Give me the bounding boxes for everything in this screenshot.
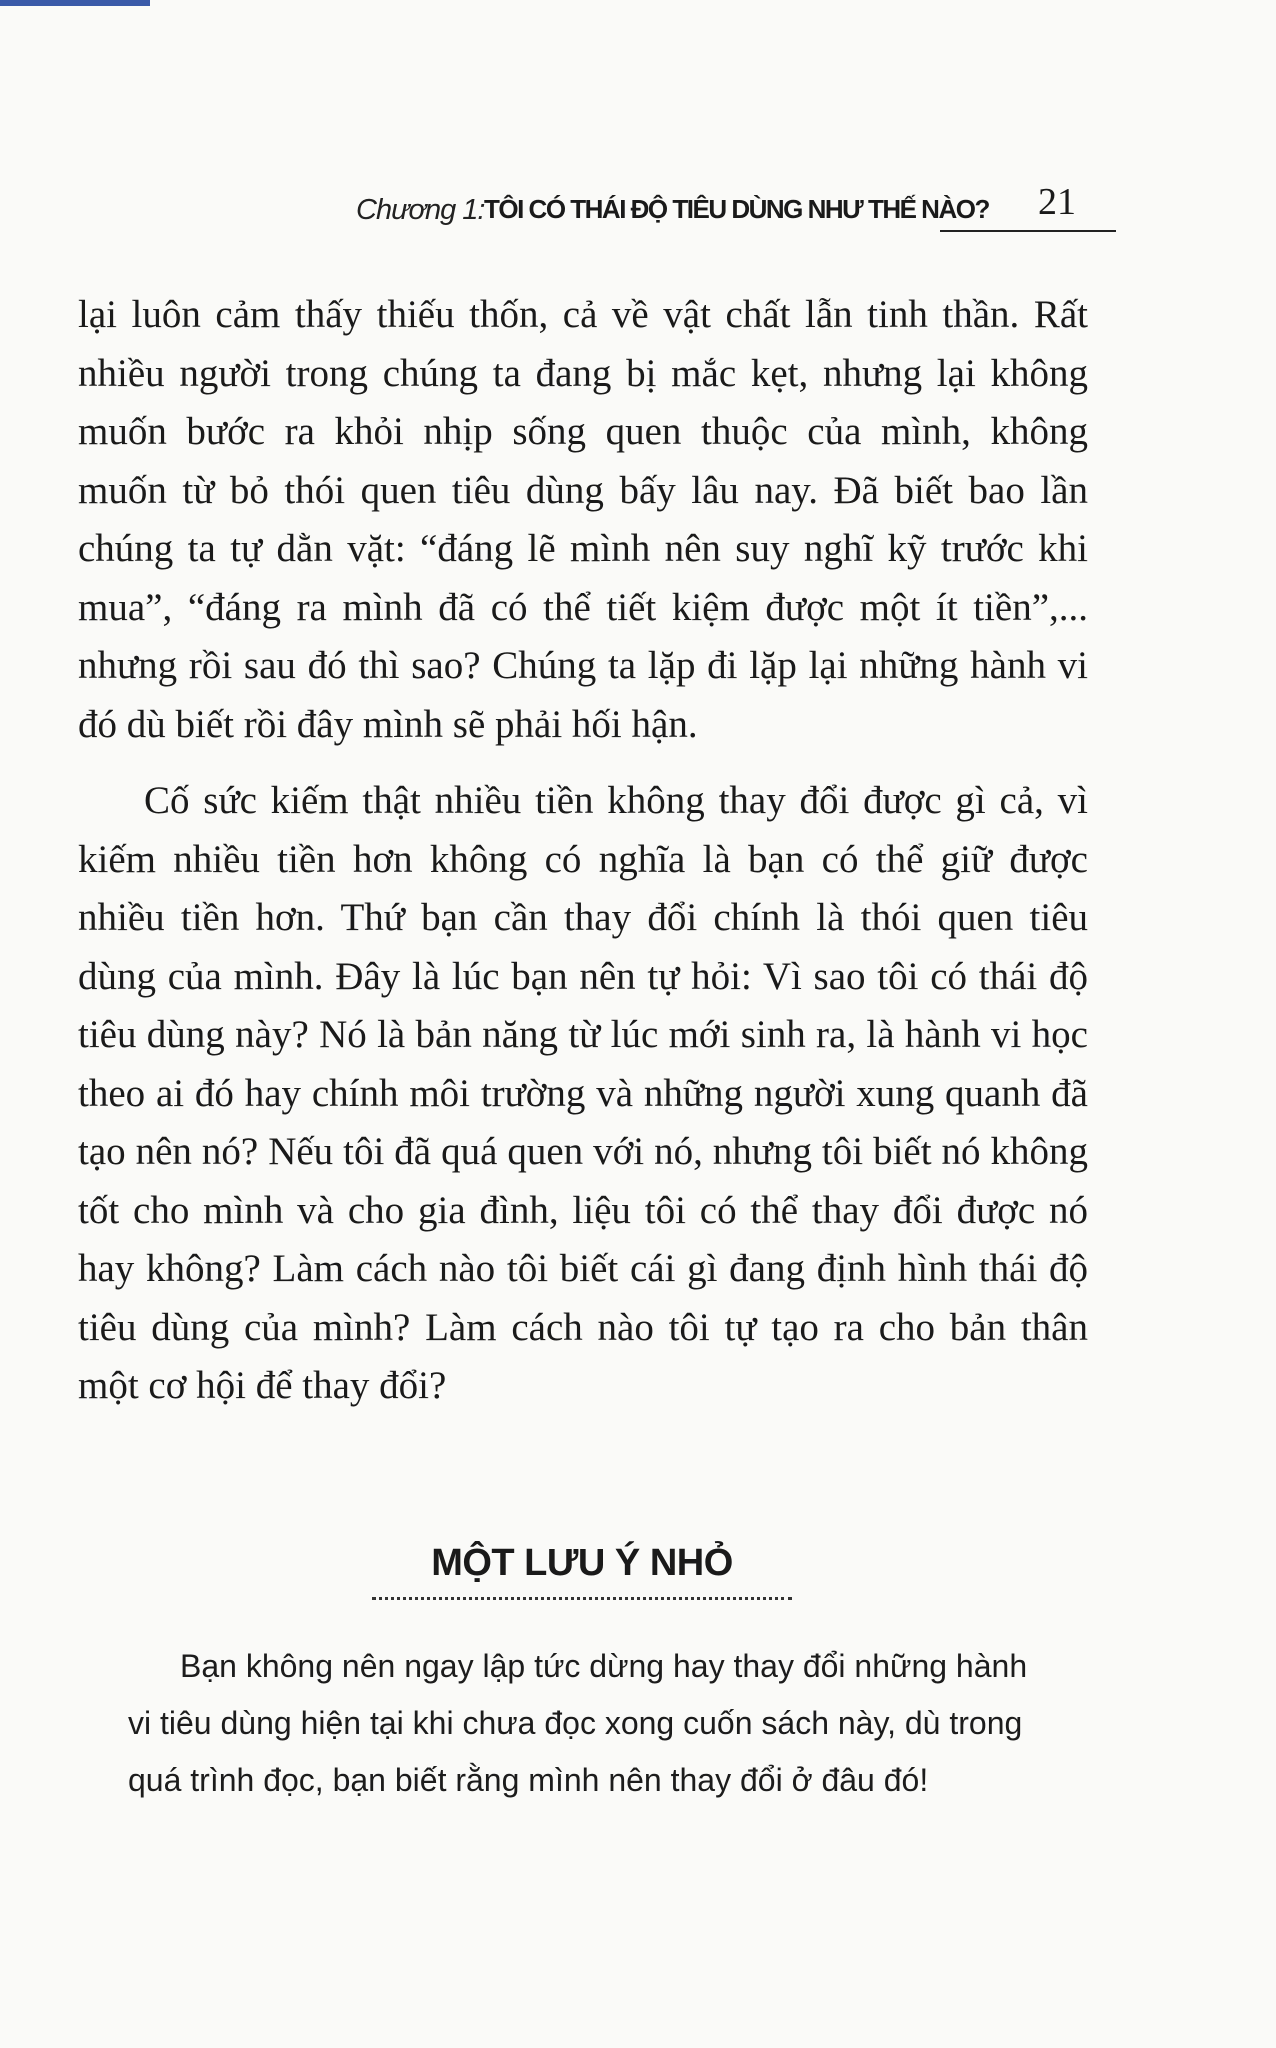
note-heading-block xyxy=(372,1542,792,1600)
page-number: 21 xyxy=(1038,181,1076,223)
note-text: Bạn không nên ngay lập tức dừng hay thay đổi những hành vi tiêu dùng hiện tại khi chưa đọc xong cuốn sách này, dù trong quá trình đọc, bạn biết rằng mình nên thay đổi ở đâu đó! xyxy=(128,1648,1028,1798)
note-dotted-rule xyxy=(372,1597,792,1600)
chapter-title: TÔI CÓ THÁI ĐỘ TIÊU DÙNG NHƯ THẾ NÀO? xyxy=(484,194,989,224)
body-text xyxy=(78,286,1088,1416)
paragraph-continued: lại luôn cảm thấy thiếu thốn, cả về vật chất lẫn tinh thần. Rất nhiều người trong chúng ta đang bị mắc kẹt, nhưng lại không muốn bước ra khỏi nhịp sống quen thuộc của mình, không muốn từ bỏ thói quen tiêu dùng bấy lâu nay. Đã biết bao lần chúng ta tự dằn vặt: “đáng lẽ mình nên suy nghĩ kỹ trước khi mua”, “đáng ra mình đã có thể tiết kiệm được một ít tiền”,... nhưng rồi sau đó thì sao? Chúng ta lặp đi lặp lại những hành vi đó dù biết rồi đây mình sẽ phải hối hận. xyxy=(78,293,1088,746)
paragraph: Cố sức kiếm thật nhiều tiền không thay đổi được gì cả, vì kiếm nhiều tiền hơn không có nghĩa là bạn có thể giữ được nhiều tiền hơn. Thứ bạn cần thay đổi chính là thói quen tiêu dùng của mình. Đây là lúc bạn nên tự hỏi: Vì sao tôi có thái độ tiêu dùng này? Nó là bản năng từ lúc mới sinh ra, là hành vi học theo ai đó hay chính môi trường và những người xung quanh đã tạo nên nó? Nếu tôi đã quá quen với nó, nhưng tôi biết nó không tốt cho mình và cho gia đình, liệu tôi có thể thay đổi được nó hay không? Làm cách nào tôi biết cái gì đang định hình thái độ tiêu dùng của mình? Làm cách nào tôi tự tạo ra cho bản thân một cơ hội để thay đổi? xyxy=(78,779,1088,1407)
scan-edge-mark xyxy=(0,0,150,6)
chapter-label: Chương 1: xyxy=(356,194,485,226)
running-header xyxy=(356,181,1116,244)
header-rule xyxy=(940,230,1116,232)
note-heading: MỘT LƯU Ý NHỎ xyxy=(431,1542,733,1584)
